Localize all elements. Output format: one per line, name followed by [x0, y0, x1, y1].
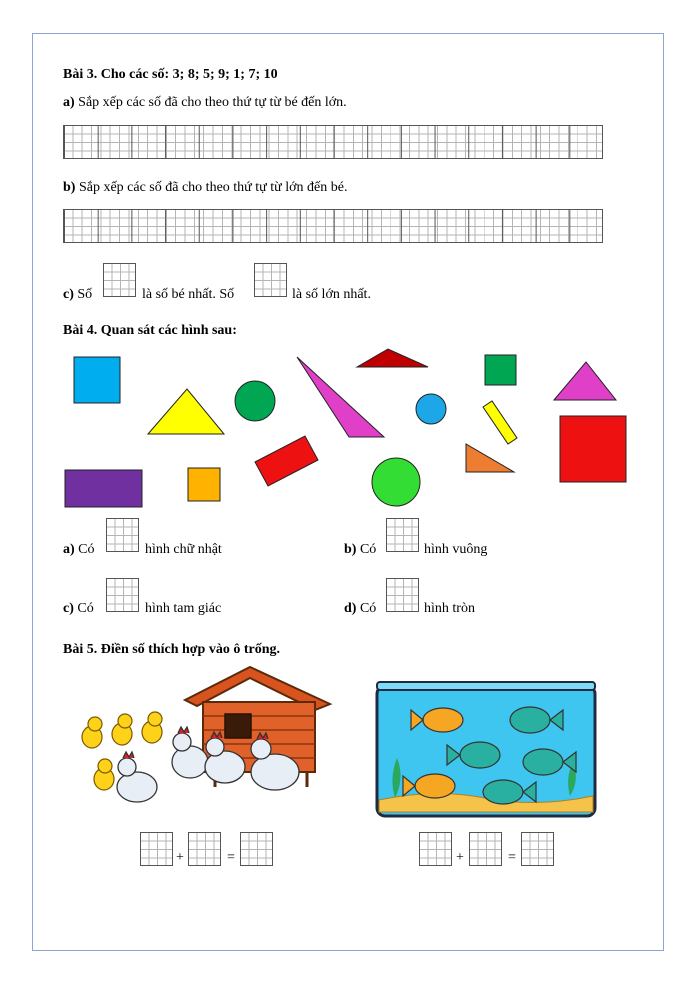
fish-addend-2-box[interactable] [469, 832, 502, 866]
exercise-4a-post: hình chữ nhật [145, 542, 222, 557]
rectangle-count-box[interactable] [106, 518, 139, 552]
green-circle [235, 381, 275, 421]
chick-2 [112, 714, 132, 745]
fish-sum-box[interactable] [521, 832, 554, 866]
chickens-sum-box[interactable] [240, 832, 273, 866]
plus-sign: + [176, 850, 184, 865]
lightgreen-circle [372, 458, 420, 506]
exercise-4d-post: hình tròn [424, 601, 475, 616]
coop-door [225, 714, 251, 738]
chick-4 [94, 759, 114, 790]
orange-triangle [466, 444, 514, 472]
exercise-4b [344, 542, 376, 558]
purple-rectangle [65, 470, 142, 507]
fish-addend-1-box[interactable] [419, 832, 452, 866]
exercise-5-title: Bài 5. Điền số thích hợp vào ô trống. [63, 642, 280, 657]
exercise-4d [344, 601, 376, 617]
exercise-4b-post: hình vuông [424, 542, 488, 557]
label-d: d) [344, 601, 357, 616]
exercise-4c-pre: Có [77, 601, 94, 616]
magenta-triangle [297, 357, 384, 437]
exercise-4b-pre: Có [359, 542, 377, 557]
exercise-4c [63, 601, 94, 617]
triangle-count-box[interactable] [106, 578, 139, 612]
exercise-3a-text: Sắp xếp các số đã cho theo thứ tự từ bé đến lớn. [78, 95, 347, 110]
exercise-4a [63, 542, 95, 558]
red-rectangle [255, 436, 318, 486]
equals-sign: = [227, 850, 235, 865]
equals-sign: = [508, 850, 516, 865]
square-count-box[interactable] [386, 518, 419, 552]
label-a: a) [63, 95, 75, 110]
chick-1 [82, 717, 102, 748]
exercise-4d-pre: Có [359, 601, 377, 616]
blue-square [74, 357, 120, 403]
exercise-4-title: Bài 4. Quan sát các hình sau: [63, 323, 237, 338]
chickens-addend-1-box[interactable] [140, 832, 173, 866]
exercise-3-title: Bài 3. Cho các số: 3; 8; 5; 9; 1; 7; 10 [63, 67, 278, 82]
circle-count-box[interactable] [386, 578, 419, 612]
lightblue-circle [416, 394, 446, 424]
exercise-3c-text-1: Số [77, 287, 93, 302]
chick-3 [142, 712, 162, 743]
red-square [560, 416, 626, 482]
magenta-triangle-small [554, 362, 616, 400]
plus-sign: + [456, 850, 464, 865]
exercise-3c-text-3: là số lớn nhất. [292, 287, 371, 302]
label-b: b) [344, 542, 357, 557]
hen-1 [117, 752, 157, 802]
exercise-4c-post: hình tam giác [145, 601, 222, 616]
yellow-rectangle [483, 401, 517, 444]
orange-square [188, 468, 220, 501]
green-square [485, 355, 516, 385]
chickens-addend-2-box[interactable] [188, 832, 221, 866]
exercise-4a-pre: Có [78, 542, 95, 557]
exercise-3c-text-2: là số bé nhất. Số [142, 287, 235, 302]
fish-tank-illustration [375, 680, 597, 820]
yellow-triangle [148, 389, 224, 434]
label-b: b) [63, 180, 76, 195]
label-c: c) [63, 601, 74, 616]
exercise-3b-text: Sắp xếp các số đã cho theo thứ tự từ lớn đến bé. [78, 180, 348, 195]
darkred-triangle [357, 349, 428, 367]
label-a: a) [63, 542, 75, 557]
chickens-illustration [75, 662, 335, 822]
label-c: c) [63, 287, 74, 302]
